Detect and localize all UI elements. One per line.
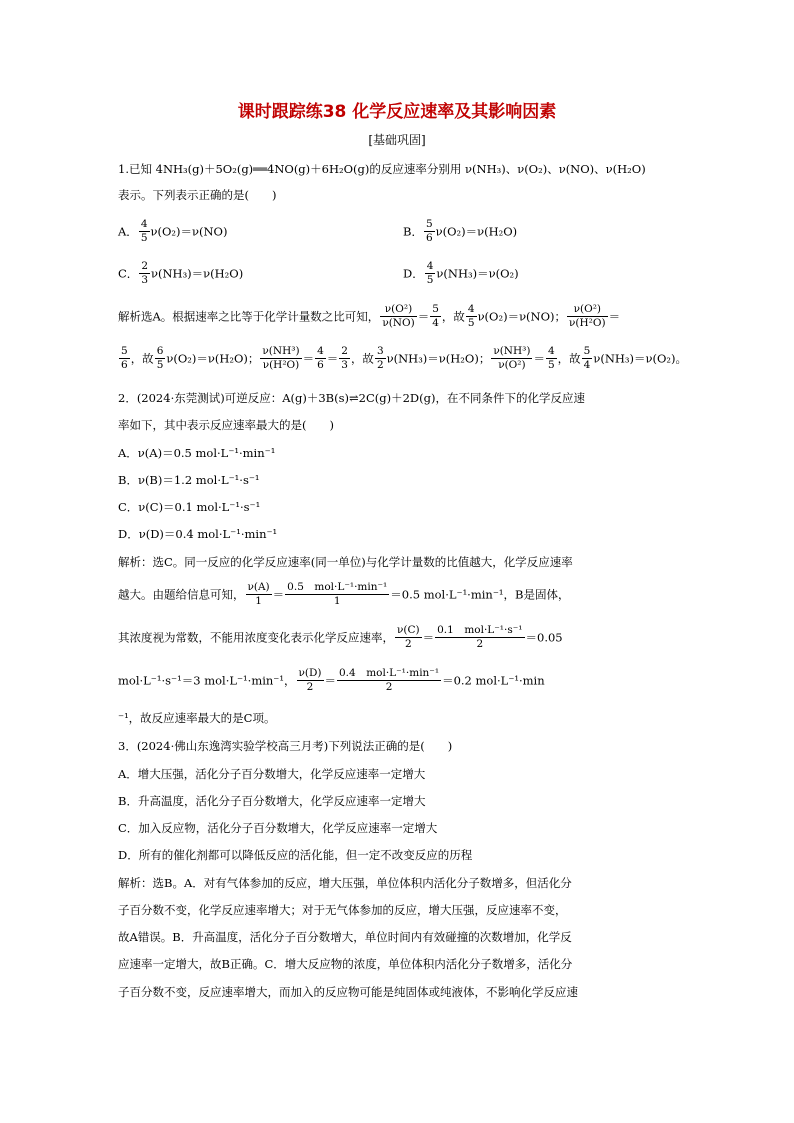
answer-fraction [246,581,272,608]
answer-text: ν(O₂)＝ν(H₂O)； [166,351,260,366]
answer-text: ＝ [422,630,435,645]
fraction-numerator: 0.5 mol·L⁻¹·min⁻¹ [287,581,388,593]
fraction-numerator: 5 [432,303,439,315]
answer-fraction [430,303,441,330]
fraction-denominator: 1 [333,595,341,607]
answer-text: mol·L⁻¹·s⁻¹＝3 mol·L⁻¹·min⁻¹， [118,673,296,688]
q2-answer-line-1: 解析：选C。同一反应的化学反应速率(同一单位)与化学计量数的比值越大，化学反应速率 [118,555,573,569]
answer-text: ＝0.5 mol·L⁻¹·min⁻¹，B是固体， [390,587,570,602]
fraction-denominator: 6 [317,359,324,371]
answer-fraction [395,624,422,651]
fraction-numerator: 0.1 mol·L⁻¹·s⁻¹ [437,624,523,636]
answer-text: ＝ [326,351,339,366]
answer-text: 其浓度视为常数，不能用浓度变化表示化学反应速率， [118,630,394,645]
fraction-denominator: 3 [141,274,148,286]
q3-option-a: A．增大压强，活化分子百分数增大，化学反应速率一定增大 [118,767,426,781]
q3-answer-line-5: 子百分数不变，反应速率增大，而加入的反应物可能是纯固体或纯液体，不影响化学反应速 [118,985,578,999]
answer-fraction [466,303,477,330]
q1-option-a [118,218,227,245]
fraction-denominator: ν(H²O) [569,317,606,329]
q1-option-a-fraction [139,218,150,245]
q2-answer-line-3 [118,624,563,651]
fraction-numerator: ν(O²) [567,303,608,317]
answer-text: ＝ [302,351,315,366]
fraction-denominator: 5 [156,359,164,371]
fraction-numerator: 0.4 mol·L⁻¹·min⁻¹ [339,667,440,679]
q2-stem-line-2: 率如下，其中表示反应速率最大的是( ) [118,418,334,432]
q2-answer-line-4 [118,667,545,694]
answer-text: ，故 [441,309,465,324]
answer-fraction [567,303,608,330]
q3-answer-line-4: 应速率一定增大，故B正确。C．增大反应物的浓度，单位体积内活化分子数增多，活化分 [118,957,573,971]
answer-text: ，故 [130,351,154,366]
q1-stem-line-1: 1.已知 4NH₃(g)＋5O₂(g)══4NO(g)＋6H₂O(g)的反应速率分别用 ν(NH₃)、ν(O₂)、ν(NO)、ν(H₂O) [118,162,646,176]
fraction-numerator: 4 [426,260,434,272]
answer-fraction [546,345,557,372]
q3-answer-line-1: 解析：选B。A．对有气体参加的反应，增大压强，单位体积内活化分子数增多，但活化分 [118,876,572,890]
q1-option-a-text: ν(O₂)＝ν(NO) [150,224,228,239]
q1-option-a-label: A． [118,224,138,239]
answer-fraction [339,345,350,372]
q3-option-c: C．加入反应物，活化分子百分数增大，化学反应速率一定增大 [118,821,438,835]
fraction-denominator: 3 [341,359,348,371]
fraction-denominator: 5 [426,274,434,286]
answer-text: 解析选A。根据速率之比等于化学计量数之比可知， [118,309,380,324]
answer-text: 越大。由题给信息可知， [118,587,245,602]
fraction-numerator: 3 [376,345,384,357]
fraction-denominator: 2 [306,681,314,693]
answer-fraction [315,345,326,372]
q1-answer-line-2 [118,345,687,372]
q2-option-b: B．ν(B)＝1.2 mol·L⁻¹·s⁻¹ [118,473,260,487]
answer-fraction [582,345,593,372]
answer-text: ＝ [324,673,336,688]
q1-option-b-label: B． [403,224,423,239]
fraction-numerator: 4 [467,303,475,315]
fraction-numerator: ν(O²) [380,303,416,317]
fraction-numerator: ν(A) [247,581,270,593]
q3-option-b: B．升高温度，活化分子百分数增大，化学反应速率一定增大 [118,794,426,808]
answer-text: ν(NH₃)＝ν(O₂)。 [593,351,688,366]
fraction-numerator: 2 [341,345,348,357]
answer-text: ＝ [417,309,430,324]
q3-answer-line-3: 故A错误。B．升高温度，活化分子百分数增大，单位时间内有效碰撞的次数增加，化学反 [118,930,572,944]
fraction-denominator: 4 [583,359,591,371]
fraction-denominator: 2 [385,681,393,693]
fraction-numerator: 5 [583,345,591,357]
q1-option-c-text: ν(NH₃)＝ν(H₂O) [151,266,244,281]
fraction-numerator: 6 [156,345,164,357]
fraction-numerator: ν(NH³) [493,345,531,357]
fraction-numerator: 5 [121,345,128,357]
fraction-numerator: 4 [547,345,555,357]
q1-option-d [403,260,519,287]
fraction-denominator: 2 [476,638,484,650]
answer-text: ν(NH₃)＝ν(H₂O)； [386,351,491,366]
answer-fraction [491,345,532,372]
q2-option-a: A．ν(A)＝0.5 mol·L⁻¹·min⁻¹ [118,446,276,460]
q3-stem: 3．(2024·佛山东逸湾实验学校高三月考)下列说法正确的是( ) [118,739,453,753]
q3-option-d: D．所有的催化剂都可以降低反应的活化能，但一定不改变反应的历程 [118,848,473,862]
fraction-denominator: 2 [376,359,384,371]
fraction-denominator: ν(O²) [498,359,526,371]
fraction-numerator: ν(NH³) [262,345,300,357]
q1-option-b-text: ν(O₂)＝ν(H₂O) [435,224,518,239]
answer-text: ν(O₂)＝ν(NO)； [477,309,567,324]
q1-option-d-text: ν(NH₃)＝ν(O₂) [436,266,519,281]
answer-text: ＝0.2 mol·L⁻¹·min [442,673,545,688]
q3-answer-line-2: 子百分数不变，化学反应速率增大；对于无气体参加的反应，增大压强，反应速率不变， [118,903,567,917]
answer-fraction [435,624,524,651]
q1-option-b-fraction [424,218,435,245]
answer-fraction [155,345,166,372]
answer-text: ＝ [608,309,621,324]
fraction-denominator: 2 [404,638,412,650]
answer-fraction [380,303,416,330]
fraction-denominator: 5 [467,317,475,329]
answer-text: ＝ [272,587,285,602]
fraction-denominator: 6 [121,359,128,371]
q1-option-d-label: D． [403,266,424,281]
fraction-numerator: ν(C) [397,624,420,636]
q1-option-c [118,260,243,287]
fraction-denominator: 5 [140,232,148,244]
answer-text: ，故 [350,351,374,366]
answer-text: ＝0.05 [525,630,563,645]
fraction-denominator: 6 [425,232,433,244]
q2-option-d: D．ν(D)＝0.4 mol·L⁻¹·min⁻¹ [118,527,278,541]
fraction-numerator: 2 [141,260,148,272]
answer-text: ，故 [557,351,581,366]
answer-fraction [119,345,130,372]
answer-fraction [337,667,441,694]
answer-fraction [285,581,389,608]
q2-option-c: C．ν(C)＝0.1 mol·L⁻¹·s⁻¹ [118,500,261,514]
q2-answer-line-2 [118,581,569,608]
answer-fraction [260,345,301,372]
q1-option-c-label: C． [118,266,139,281]
fraction-denominator: ν(H²O) [262,359,300,371]
fraction-denominator: 5 [547,359,555,371]
q1-option-c-fraction [139,260,150,287]
fraction-numerator: 5 [425,218,433,230]
fraction-denominator: 4 [432,317,439,329]
q1-option-d-fraction [425,260,436,287]
fraction-denominator: 1 [255,595,262,607]
q1-option-b [403,218,517,245]
q1-answer-line-1 [118,303,620,330]
fraction-numerator: 4 [317,345,324,357]
q2-stem-line-1: 2．(2024·东莞测试)可逆反应：A(g)＋3B(s)⇌2C(g)＋2D(g)，在不同条件下的化学反应速 [118,391,585,405]
q1-stem-line-2: 表示。下列表示正确的是( ) [118,188,277,202]
fraction-denominator: ν(NO) [382,317,415,329]
fraction-numerator: 4 [140,218,148,230]
answer-fraction [297,667,324,694]
answer-fraction [375,345,386,372]
section-heading: [基础巩固] [368,133,426,147]
page-title: 课时跟踪练38 化学反应速率及其影响因素 [237,102,557,122]
fraction-numerator: ν(D) [298,667,322,679]
q2-answer-line-5: ⁻¹，故反应速率最大的是C项。 [118,711,276,725]
answer-text: ＝ [533,351,545,366]
